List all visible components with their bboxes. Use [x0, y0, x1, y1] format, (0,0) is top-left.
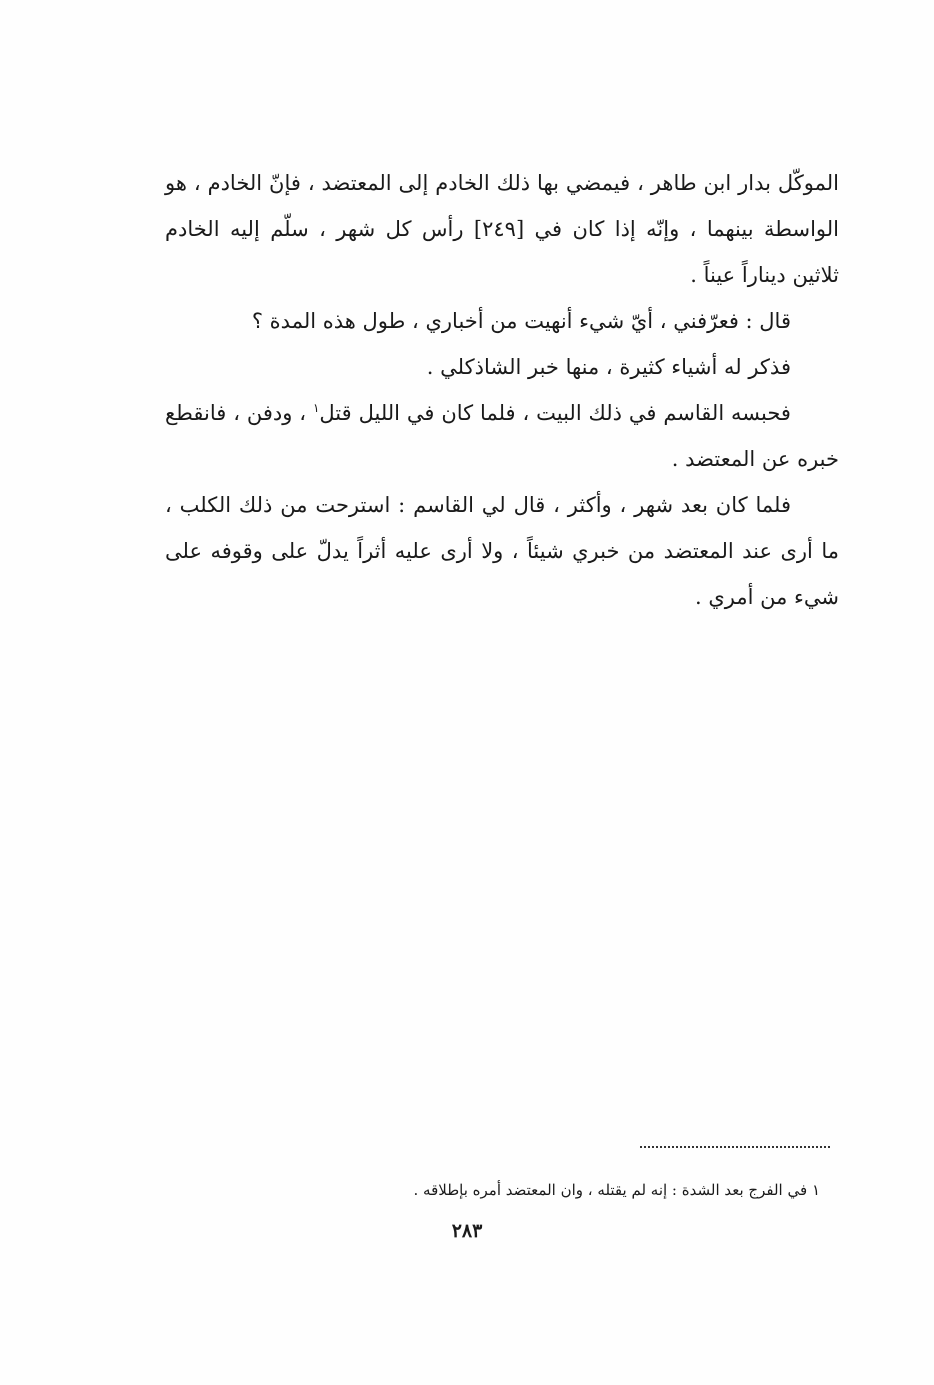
paragraph-4-text-before: فحبسه القاسم في ذلك البيت ، فلما كان في الليل قتل — [319, 401, 791, 425]
page-number: ٢٨٣ — [451, 1220, 483, 1242]
paragraph-3: فذكر له أشياء كثيرة ، منها خبر الشاذكلي . — [426, 355, 791, 379]
paragraph-5: فلما كان بعد شهر ، وأكثر ، قال لي القاسم : استرحت من ذلك الكلب ، ما أرى عند المعتضد من خبري شيئاً ، ولا أرى عليه أثراً يدلّ على وقوفه على شيء من أمري . — [165, 493, 839, 609]
footnote-divider — [640, 1146, 830, 1148]
paragraph-1: الموكّل بدار ابن طاهر ، فيمضي بها ذلك الخادم إلى المعتضد ، فإنّ الخادم ، هو الواسطة بينهما ، وإنّه إذا كان في [٢٤٩] رأس كل شهر ، سلّم إليه الخادم ثلاثين ديناراً عيناً . — [165, 171, 839, 287]
footnote: ١ في الفرج بعد الشدة : إنه لم يقتله ، وان المعتضد أمره بإطلاقه . — [413, 1181, 820, 1199]
paragraph-2: قال : فعرّفني ، أيّ شيء أنهيت من أخباري ، طول هذه المدة ؟ — [251, 309, 791, 333]
paragraph-4-text-after: ، ودفن ، فانقطع خبره عن المعتضد . — [165, 401, 839, 471]
footnote-reference-mark: ١ — [312, 401, 320, 415]
paragraph-4 — [165, 390, 839, 482]
main-text-block — [165, 160, 839, 620]
